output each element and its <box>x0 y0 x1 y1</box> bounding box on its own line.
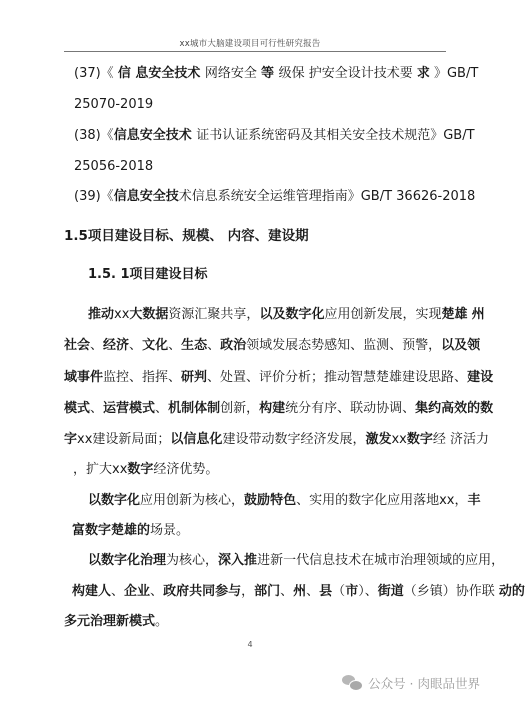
text-run: 丰 <box>467 493 481 508</box>
paragraph-3-line-2 <box>72 584 525 600</box>
subsection-heading: 1.5. 1项目建设目标 <box>88 267 208 282</box>
running-header: xx城市大脑建设项目可行性研究报告 <box>179 39 321 49</box>
text-run: 动的 <box>498 584 525 599</box>
text-run: 监控、指挥、 <box>103 370 182 385</box>
text-run: 州 <box>293 584 307 599</box>
ref-title-bold: 信息安全技 <box>113 189 179 204</box>
paragraph-1-line-6 <box>73 462 463 478</box>
ref-standard: 》GB/T 36626-2018 <box>347 189 476 204</box>
text-run: ，扩大 <box>73 462 113 477</box>
text-run: 建设 <box>467 370 494 385</box>
text-run: 数 <box>480 401 494 416</box>
wechat-icon <box>342 675 362 691</box>
text-run: 激发 <box>365 432 392 447</box>
paragraph-3-line-3 <box>64 614 454 630</box>
paragraph-1-line-4 <box>64 401 494 417</box>
text-run: 以 <box>88 493 102 508</box>
text-run: 字 <box>64 432 78 447</box>
ref-title-bold: 信息安全技术 <box>113 128 197 143</box>
text-run: 构建 <box>259 401 286 416</box>
text-run: 经 济活力 <box>432 432 490 447</box>
text-run: 经济 <box>103 338 130 353</box>
text-run: 生态 <box>181 338 208 353</box>
reference-38-code: 25056-2018 <box>74 159 154 174</box>
text-run: 政治 <box>220 338 247 353</box>
text-run: 构建人 <box>72 584 112 599</box>
ref-number: (37)《 <box>74 66 118 81</box>
text-run: 以及 <box>441 338 468 353</box>
text-run: 统分有序、联动协调、 <box>285 401 416 416</box>
ref-standard: 》GB/T <box>430 128 475 143</box>
text-run: 应用创新发展，实现 <box>324 307 442 322</box>
paragraph-2-line-1 <box>88 493 481 509</box>
ref-title-bold: 信 息安全技术 <box>117 66 205 81</box>
text-run: 模式 <box>64 401 91 416</box>
text-run: 。 <box>155 614 169 629</box>
text-run: 楚雄 <box>441 307 468 322</box>
text-run: 、 <box>150 584 164 599</box>
text-run: xx <box>114 307 130 322</box>
text-run: （乡镇） <box>403 584 456 599</box>
text-run: 街道 <box>377 584 404 599</box>
text-run: 、 <box>155 401 169 416</box>
ref-number: (38)《 <box>74 128 114 143</box>
paragraph-1-line-2 <box>64 338 481 354</box>
text-run: 研判 <box>181 370 208 385</box>
text-run: 、 <box>280 584 294 599</box>
text-run: 资源汇聚共享， <box>168 307 260 322</box>
text-run: 以 <box>170 432 184 447</box>
text-run: 数字化治理 <box>101 553 167 568</box>
text-run: 为核心， <box>166 553 219 568</box>
text-run: 、 <box>90 338 104 353</box>
text-run: 社会 <box>64 338 91 353</box>
reference-38 <box>74 128 475 144</box>
text-run: 应用创新为核心， <box>140 493 245 508</box>
text-run: ） <box>358 584 365 599</box>
ref-standard: 》GB/T <box>429 66 479 81</box>
reference-39 <box>74 189 475 205</box>
watermark-text: 公众号 · 肉眼品世界 <box>368 676 480 691</box>
text-run: 信息化 <box>183 432 223 447</box>
paragraph-3-line-1 <box>88 553 505 569</box>
ref-title-bold: 求 <box>416 66 430 81</box>
text-run: 数字 <box>406 432 433 447</box>
text-run: xx <box>391 432 407 447</box>
text-run: 创新， <box>220 401 260 416</box>
text-run: 、 <box>111 584 125 599</box>
page-number: 4 <box>247 640 253 649</box>
text-run: 文化 <box>142 338 169 353</box>
text-run: 深入推 <box>218 553 258 568</box>
text-run: 部门 <box>254 584 281 599</box>
text-run: 以 <box>88 553 102 568</box>
text-run: 、实用的数字化应用落地xx， <box>296 493 468 508</box>
reference-37 <box>74 66 478 82</box>
text-run: （ <box>332 584 346 599</box>
text-run: 运营模式 <box>103 401 156 416</box>
text-run: 场景。 <box>150 523 190 538</box>
ref-title: 术信息系统安全运维管理指南 <box>178 189 348 204</box>
text-run: 数字化 <box>285 307 325 322</box>
text-run: 、处置、评价分析；推动智慧楚雄建设思路、 <box>207 370 468 385</box>
ref-title-bold: 等 <box>261 66 279 81</box>
text-run: xx建设新局面； <box>77 432 171 447</box>
paragraph-1-line-3 <box>64 370 494 386</box>
text-run: 领域发展态势感知、监测、预警， <box>246 338 442 353</box>
text-run: 协作联 <box>455 584 499 599</box>
text-run: 大数据 <box>129 307 169 322</box>
text-run: 政府共同参与 <box>163 584 242 599</box>
text-run: xx <box>112 462 128 477</box>
paragraph-1-line-5 <box>64 432 490 448</box>
reference-37-code: 25070-2019 <box>74 97 154 112</box>
text-run: 建设带动数字经济发展， <box>222 432 366 447</box>
ref-number: (39)《 <box>74 189 114 204</box>
text-run: 、 <box>90 401 104 416</box>
paragraph-1-line-1 <box>88 307 485 323</box>
text-run: 、 <box>207 338 221 353</box>
text-run: 、 <box>364 584 378 599</box>
text-run: 集约高效的 <box>415 401 481 416</box>
text-run: 进新一代信息技术在城市治理领域的应用， <box>257 553 505 568</box>
text-run: 、 <box>168 338 182 353</box>
text-run: 富数字楚雄的 <box>72 523 151 538</box>
text-run: 州 <box>471 307 485 322</box>
text-run: 领 <box>467 338 481 353</box>
text-run: 经济优势。 <box>153 462 219 477</box>
ref-title: 证书认证系统密码及其相关安全技术规范 <box>196 128 431 143</box>
text-run: 数字化 <box>101 493 141 508</box>
text-run: 推动 <box>88 307 115 322</box>
text-run: ， <box>241 584 255 599</box>
text-run: 、 <box>306 584 320 599</box>
text-run: 市 <box>345 584 359 599</box>
text-run: 特色 <box>270 493 297 508</box>
text-run: 数字 <box>127 462 154 477</box>
text-run: 企业 <box>124 584 151 599</box>
text-run: 机制体制 <box>168 401 221 416</box>
header-rule <box>64 51 446 52</box>
ref-title: 网络安全 <box>204 66 262 81</box>
text-run: 多元治理新模式 <box>64 614 156 629</box>
watermark <box>342 674 480 692</box>
section-heading: 1.5项目建设目标、规模、 内容、建设期 <box>64 228 309 244</box>
text-run: 以及 <box>259 307 286 322</box>
paragraph-2-line-2 <box>72 523 462 539</box>
text-run: 鼓励 <box>244 493 271 508</box>
text-run: 县 <box>319 584 333 599</box>
ref-title: 级保 护安全设计技术要 <box>278 66 417 81</box>
text-run: 、 <box>129 338 143 353</box>
text-run: 域事件 <box>64 370 104 385</box>
